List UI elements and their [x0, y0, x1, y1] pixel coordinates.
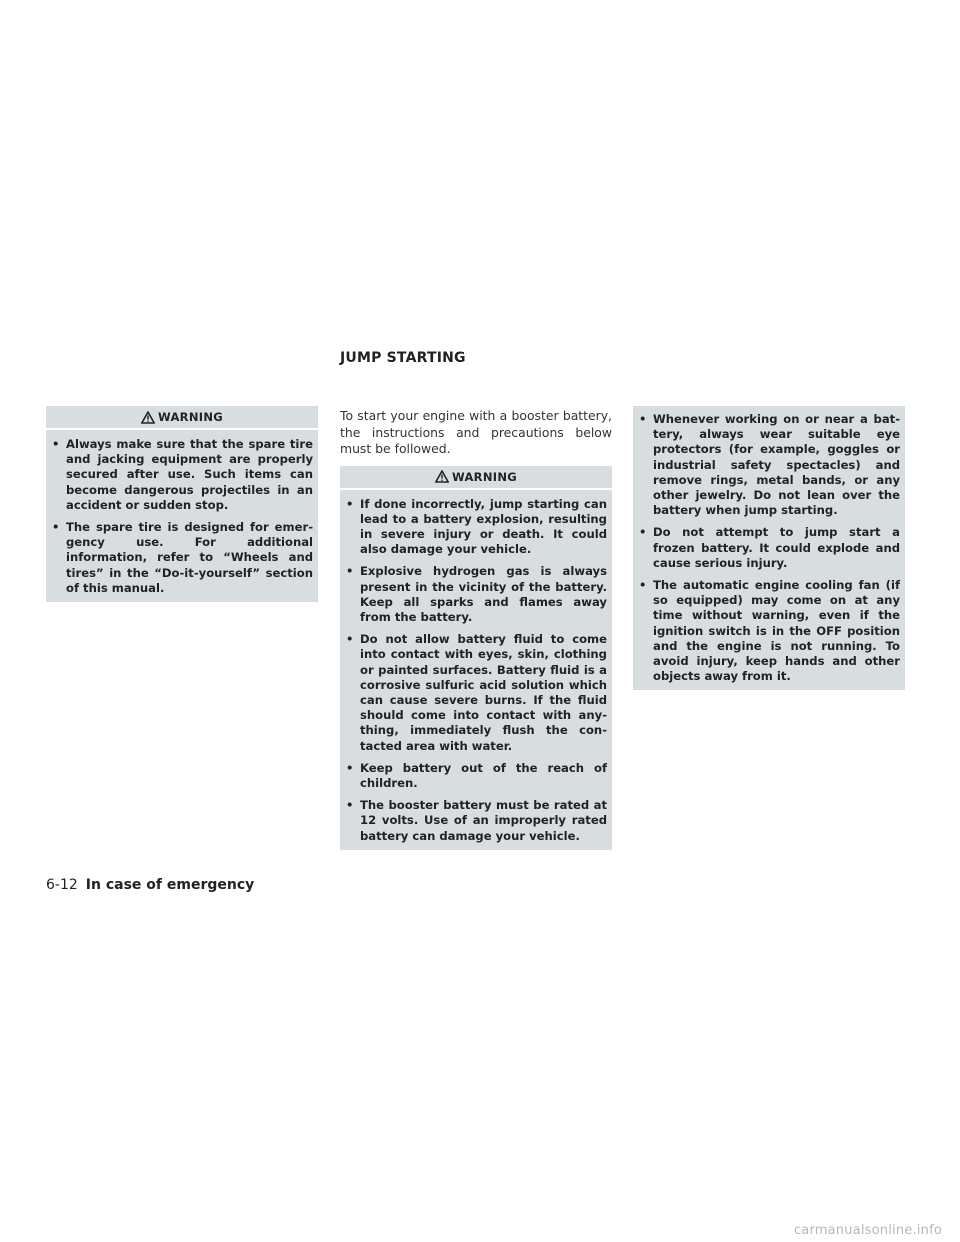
warning-item: [52, 520, 313, 596]
warning-box-jump-starting: [340, 466, 612, 850]
warning-item-text: Whenever working on or near a battery, always wear suitable eye protectors (for example, goggles or industrial safety spectacles) and remove rings, metal bands, or any other jewelry. Do not lean over the battery when jump starting.: [653, 412, 900, 518]
warning-item: [346, 564, 607, 625]
warning-item: [639, 578, 900, 684]
warning-item: [52, 437, 313, 513]
bullet: •: [52, 520, 60, 535]
warning-item-text: Always make sure that the spare tire and jacking equipment are properly secured after use. Such items can become dangerous projectiles in an accident or sudden stop.: [66, 437, 313, 512]
intro-paragraph: To start your engine with a booster battery, the instructions and precautions below must be followed.: [340, 408, 612, 456]
bullet: •: [346, 496, 354, 511]
bullet: •: [346, 760, 354, 775]
bullet: •: [346, 632, 354, 647]
column-left: [46, 406, 318, 602]
warning-header: [340, 466, 612, 490]
warning-label: WARNING: [158, 410, 223, 424]
warning-box-spare-tire: [46, 406, 318, 602]
warning-list: [46, 430, 318, 602]
bullet: •: [52, 437, 60, 451]
warning-triangle-icon: [141, 411, 155, 424]
page-footer: [46, 877, 254, 893]
chapter-title: In case of emergency: [85, 877, 255, 893]
page-number: 6-12: [46, 877, 78, 893]
column-right: [633, 406, 905, 690]
section-title: JUMP STARTING: [340, 350, 466, 366]
column-middle: [340, 408, 612, 850]
warning-triangle-icon: [435, 470, 449, 483]
warning-item-text: The booster battery must be rated at 12 volts. Use of an improperly rated battery can damage your vehicle.: [360, 798, 607, 843]
warning-item: [346, 798, 607, 844]
warning-item-text: Explosive hydrogen gas is always present in the vicinity of the battery. Keep all sparks and flames away from the battery.: [360, 564, 607, 624]
bullet: •: [639, 525, 647, 540]
bullet: •: [639, 578, 647, 593]
warning-box-continued: [633, 406, 905, 690]
bullet: •: [346, 798, 354, 813]
warning-item-text: Keep battery out of the reach of children.: [360, 760, 607, 790]
warning-item: [346, 761, 607, 791]
warning-list: [340, 490, 612, 850]
warning-label: WARNING: [452, 469, 517, 484]
bullet: •: [639, 412, 647, 426]
warning-item-text: Do not allow battery fluid to come into contact with eyes, skin, clothing or painted surfaces. Battery fluid is a corrosive sulfuric acid solution which can cause severe burns. If the fluid should come into contact with anything, immediately flush the contacted area with water.: [360, 632, 607, 753]
warning-item: [346, 632, 607, 754]
warning-item-text: The spare tire is designed for emergency use. For additional information, refer to “Wheels and tires” in the “Do-it-yourself” section of this manual.: [66, 520, 313, 595]
warning-item-text: If done incorrectly, jump starting can lead to a battery explosion, resulting in severe injury or death. It could also damage your vehicle.: [360, 496, 607, 557]
bullet: •: [346, 564, 354, 579]
watermark: carmanualsonline.info: [793, 1223, 942, 1238]
warning-item-text: Do not attempt to jump start a frozen battery. It could explode and cause serious injury.: [653, 525, 900, 570]
warning-item: [639, 525, 900, 571]
warning-list: [633, 406, 905, 690]
warning-item-text: The automatic engine cooling fan (if so equipped) may come on at any time without warning, even if the ignition switch is in the OFF position and the engine is not running. To avoid injury, keep hands and other objects away from it.: [653, 578, 900, 684]
warning-item: [346, 497, 607, 558]
warning-item: [639, 412, 900, 518]
warning-header: [46, 406, 318, 430]
